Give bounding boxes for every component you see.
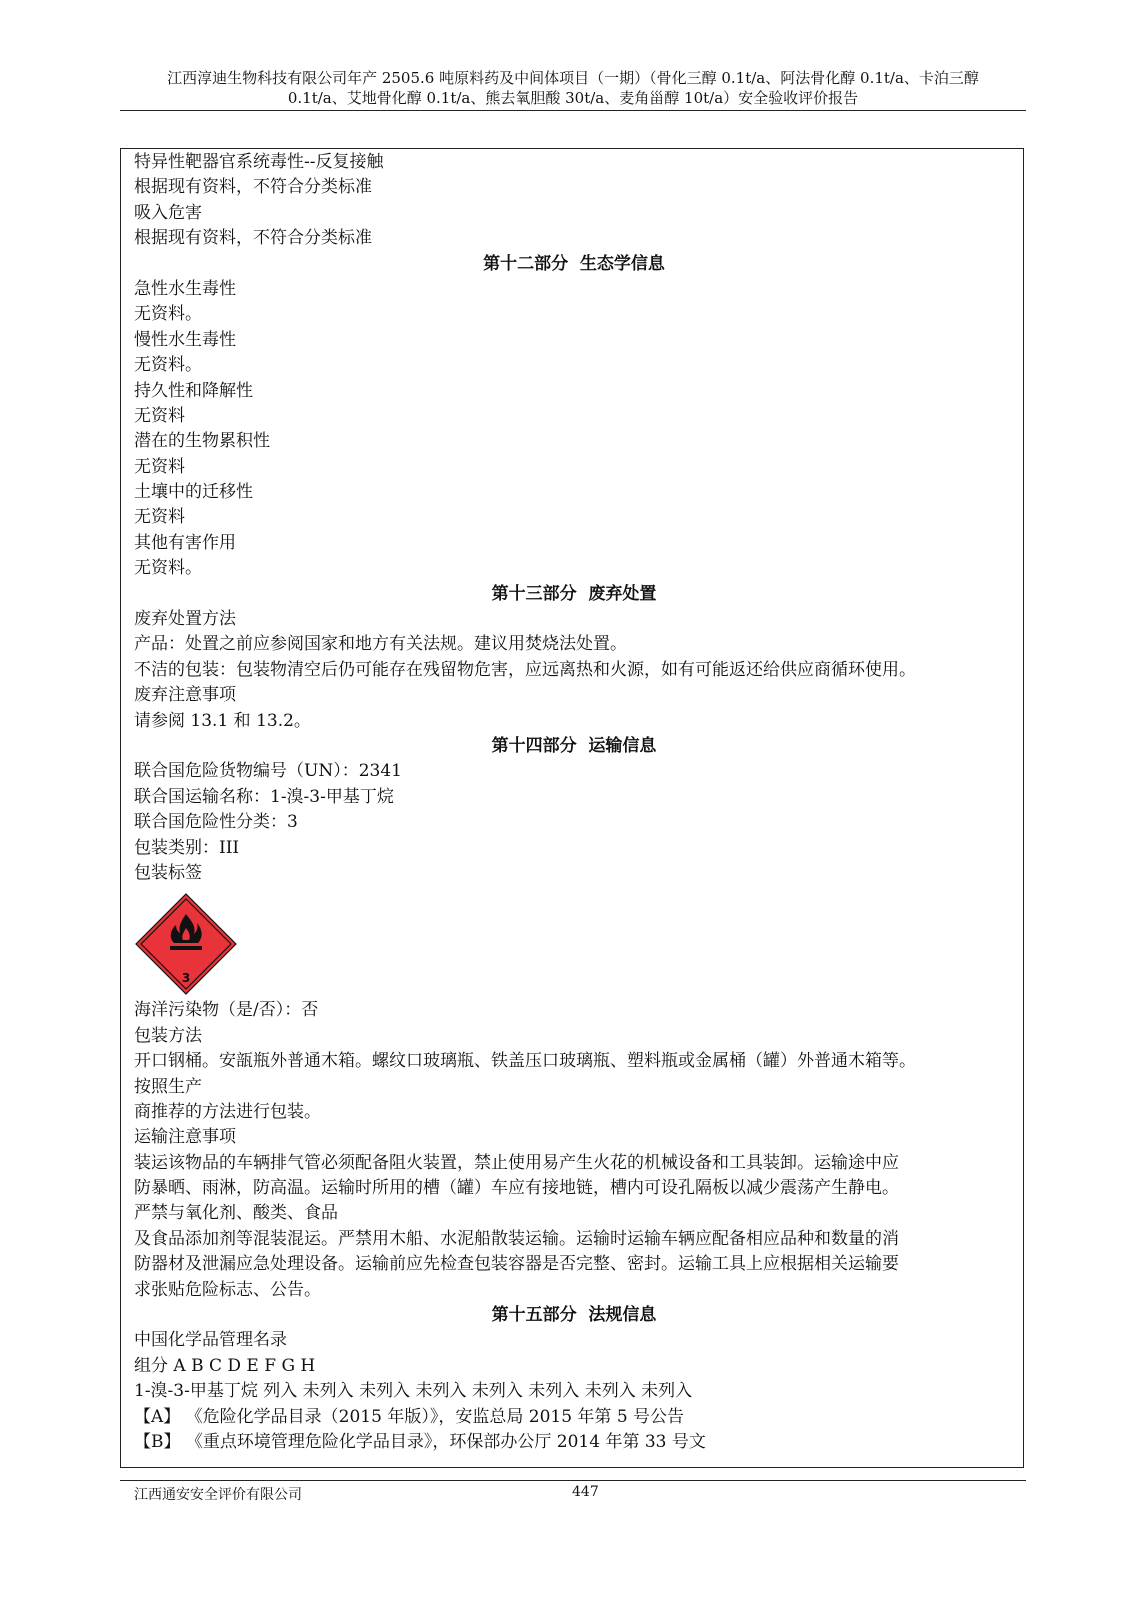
text-line: 防暴晒、雨淋，防高温。运输时所用的槽（罐）车应有接地链，槽内可设孔隔板以减少震荡产生静电。 [134, 1178, 899, 1199]
text-line: 按照生产 [134, 1076, 202, 1097]
section-title-12: 第十二部分 生态学信息 [483, 253, 665, 274]
text-line: 中国化学品管理名录 [134, 1330, 287, 1351]
text-line: 海洋污染物（是/否）：否 [134, 1000, 319, 1021]
page-header [120, 68, 1026, 108]
hazard-class-number: 3 [181, 971, 191, 986]
footer-rule [120, 1480, 1026, 1481]
section-title-14: 第十四部分 运输信息 [491, 735, 657, 756]
page-number: 447 [572, 1484, 599, 1500]
text-line: 其他有害作用 [134, 532, 236, 553]
text-line: 根据现有资料，不符合分类标准 [134, 228, 372, 249]
text-line: 请参阅 13.1 和 13.2。 [134, 710, 311, 731]
text-line: 联合国危险货物编号（UN）：2341 [134, 761, 402, 782]
header-rule [120, 110, 1026, 111]
footer-company: 江西通安安全评价有限公司 [134, 1487, 302, 1503]
section-title-15: 第十五部分 法规信息 [491, 1305, 657, 1326]
text-line: 土壤中的迁移性 [134, 482, 253, 503]
text-line: 根据现有资料，不符合分类标准 [134, 177, 372, 198]
text-line: 无资料。 [134, 355, 202, 376]
text-line: 商推荐的方法进行包装。 [134, 1101, 321, 1122]
header-line-2: 0.1t/a、艾地骨化醇 0.1t/a、熊去氧胆酸 30t/a、麦角甾醇 10t/a）安全验收评价报告 [287, 89, 859, 107]
text-line: 包装方法 [134, 1025, 202, 1046]
text-line: 无资料 [134, 507, 185, 528]
text-line: 无资料。 [134, 558, 202, 579]
text-line: 防器材及泄漏应急处理设备。运输前应先检查包装容器是否完整、密封。运输工具上应根据相关运输要 [134, 1254, 899, 1275]
hazard-label-area [134, 886, 1014, 998]
text-line: 吸入危害 [134, 202, 202, 223]
text-line: 无资料 [134, 405, 185, 426]
text-line: 急性水生毒性 [134, 278, 236, 299]
document-body [134, 150, 1014, 1455]
text-line: 及食品添加剂等混装混运。严禁用木船、水泥船散装运输。运输时运输车辆应配备相应品种和数量的消 [134, 1228, 899, 1249]
text-line: 产品：处置之前应参阅国家和地方有关法规。建议用焚烧法处置。 [134, 634, 627, 655]
text-line: 潜在的生物累积性 [134, 431, 270, 452]
text-line: 废弃处置方法 [134, 609, 236, 630]
header-line-1: 江西淳迪生物科技有限公司年产 2505.6 吨原料药及中间体项目（一期）（骨化三醇 0.1t/a、阿法骨化醇 0.1t/a、卡泊三醇 [167, 69, 979, 87]
text-line: 【A】 《危险化学品目录（2015 年版）》，安监总局 2015 年第 5 号公告 [134, 1406, 685, 1427]
text-line: 1-溴-3-甲基丁烷 列入 未列入 未列入 未列入 未列入 未列入 未列入 未列入 [134, 1381, 693, 1402]
text-line: 严禁与氧化剂、酸类、食品 [134, 1203, 338, 1224]
text-line: 联合国运输名称：1-溴-3-甲基丁烷 [134, 786, 394, 807]
flammable-liquid-icon [134, 892, 238, 996]
text-line: 装运该物品的车辆排气管必须配备阻火装置，禁止使用易产生火花的机械设备和工具装卸。运输途中应 [134, 1152, 899, 1173]
text-line: 持久性和降解性 [134, 380, 253, 401]
text-line: 无资料 [134, 456, 185, 477]
text-line: 联合国危险性分类：3 [134, 812, 298, 833]
text-line: 求张贴危险标志、公告。 [134, 1279, 321, 1300]
text-line: 慢性水生毒性 [134, 329, 236, 350]
section-title-13: 第十三部分 废弃处置 [491, 583, 657, 604]
text-line: 特异性靶器官系统毒性--反复接触 [134, 152, 384, 172]
text-line: 包装标签 [134, 862, 202, 883]
text-line: 不洁的包装：包装物清空后仍可能存在残留物危害，应远离热和火源，如有可能返还给供应商循环使用。 [134, 659, 916, 680]
text-line: 废弃注意事项 [134, 685, 236, 706]
text-line: 开口钢桶。安瓿瓶外普通木箱。螺纹口玻璃瓶、铁盖压口玻璃瓶、塑料瓶或金属桶（罐）外普通木箱等。 [134, 1051, 916, 1072]
text-line: 运输注意事项 [134, 1127, 236, 1148]
text-line: 无资料。 [134, 304, 202, 325]
text-line: 组分 A B C D E F G H [134, 1355, 316, 1376]
text-line: 包装类别：III [134, 837, 240, 858]
text-line: 【B】 《重点环境管理危险化学品目录》，环保部办公厅 2014 年第 33 号文 [134, 1431, 706, 1452]
